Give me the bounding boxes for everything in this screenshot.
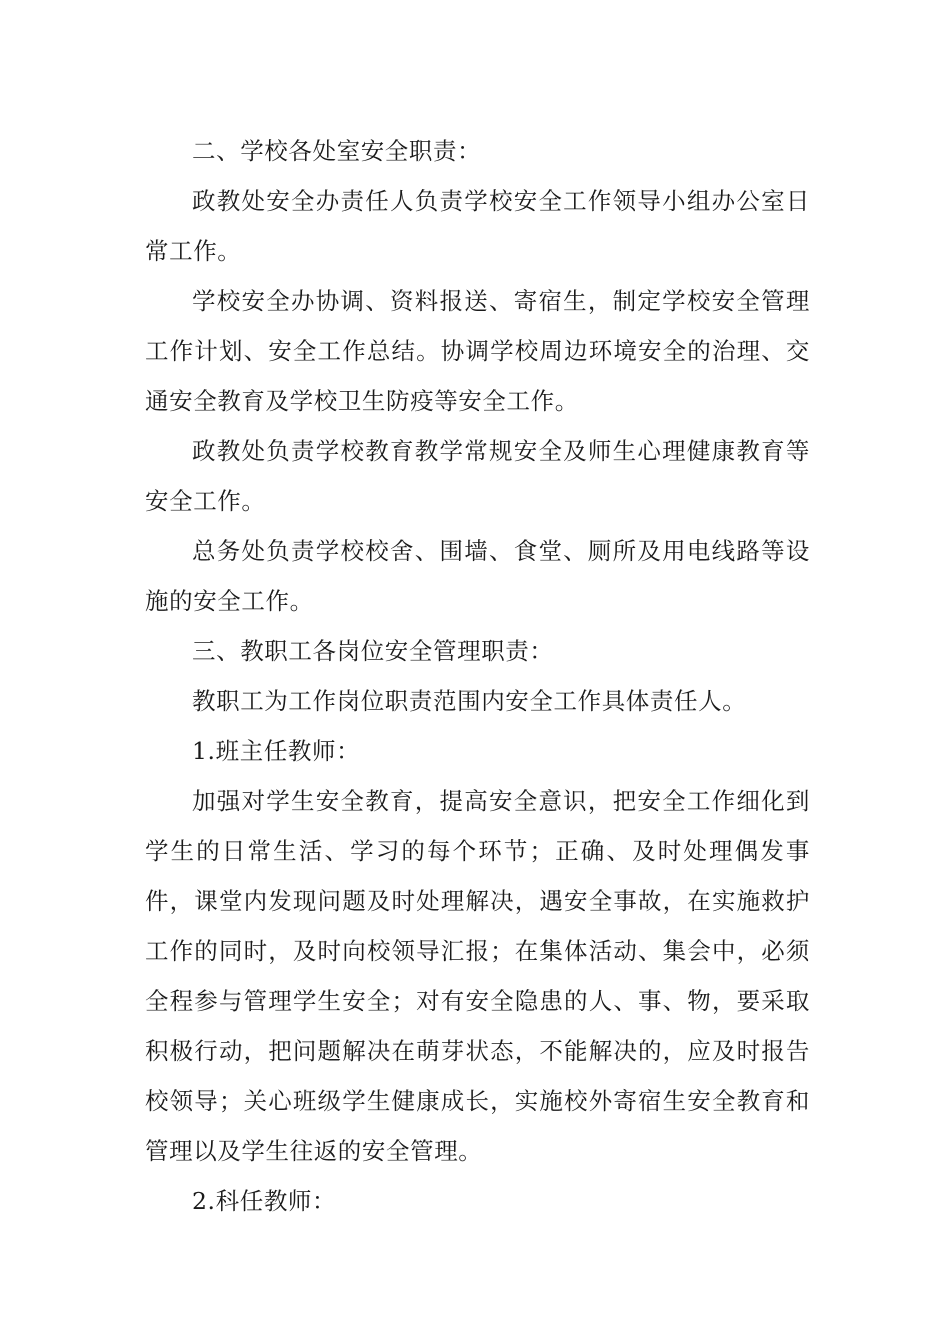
document-body: [145, 126, 810, 1226]
section-heading-2: 二、学校各处室安全职责：: [192, 137, 482, 165]
paragraph-political-office: 政教处安全办责任人负责学校安全工作领导小组办公室日常工作。: [145, 187, 810, 265]
paragraph-class-teacher-duties: 加强对学生安全教育，提高安全意识，把安全工作细化到学生的日常生活、学习的每个环节；正确、及时处理偶发事件，课堂内发现问题及时处理解决，遇安全事故，在实施救护工作的同时，及时向校领导汇报；在集体活动、集会中，必须全程参与管理学生安全；对有安全隐患的人、事、物，要采取积极行动，把问题解决在萌芽状态，不能解决的，应及时报告校领导；关心班级学生健康成长，实施校外寄宿生安全教育和管理以及学生往返的安全管理。: [145, 787, 810, 1165]
subheading-class-teacher: 1.班主任教师：: [192, 737, 361, 765]
paragraph-political-office-duties: 政教处负责学校教育教学常规安全及师生心理健康教育等安全工作。: [145, 437, 810, 515]
paragraph-safety-office: 学校安全办协调、资料报送、寄宿生，制定学校安全管理工作计划、安全工作总结。协调学校周边环境安全的治理、交通安全教育及学校卫生防疫等安全工作。: [145, 287, 810, 415]
paragraph-staff-responsibility: 教职工为工作岗位职责范围内安全工作具体责任人。: [192, 687, 747, 715]
subheading-subject-teacher: 2.科任教师：: [192, 1187, 337, 1215]
section-heading-3: 三、教职工各岗位安全管理职责：: [192, 637, 554, 665]
paragraph-general-affairs: 总务处负责学校校舍、围墙、食堂、厕所及用电线路等设施的安全工作。: [145, 537, 810, 615]
